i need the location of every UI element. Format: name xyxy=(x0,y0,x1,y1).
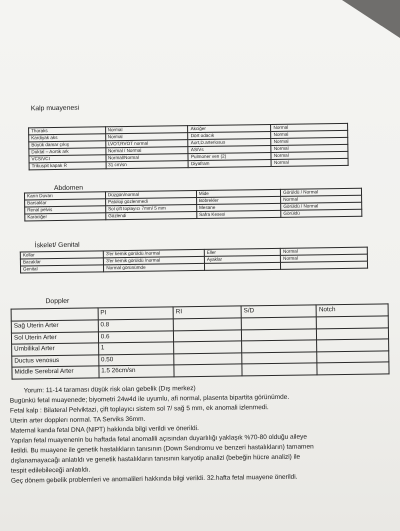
table-cell: 0.50 xyxy=(98,353,174,366)
kalp-title: Kalp muayenesi xyxy=(30,104,80,113)
table-cell: Görüldü xyxy=(281,209,362,217)
table-cell xyxy=(317,316,389,328)
table-cell: 3'er kemik görüldü /normal xyxy=(104,256,205,264)
table-cell: AS/Vs xyxy=(188,145,271,153)
table-cell: Normal xyxy=(271,137,348,145)
kalp-table xyxy=(28,123,349,170)
table-cell: Gözlendi xyxy=(106,212,197,220)
table-cell xyxy=(317,339,389,351)
table-cell: LVOT,RVOT normal xyxy=(105,140,188,148)
table-cell: Normal / Normal xyxy=(105,147,188,155)
table-cell xyxy=(317,327,389,339)
table-cell: Kardiyak aks xyxy=(29,134,106,142)
table-cell: Ductus venosus xyxy=(12,354,99,367)
table-cell xyxy=(174,364,242,376)
table-cell xyxy=(174,341,242,353)
table-cell: Sol Uterin Arter xyxy=(11,331,98,344)
table-cell: Renal pelvis xyxy=(25,206,106,214)
table-cell: Ayaklar xyxy=(204,255,280,263)
table-cell: Normal/Normal xyxy=(105,154,188,162)
table-cell: RI xyxy=(173,306,241,319)
doppler-table xyxy=(11,303,390,379)
table-cell: 0.6 xyxy=(98,330,174,343)
table-cell: Eller xyxy=(204,248,280,256)
table-cell: Middle Serebral Arter xyxy=(12,366,99,379)
table-cell: Normal xyxy=(271,123,348,131)
table-cell xyxy=(173,318,241,330)
note-line: Geç dönem gebelik problemleri ve anomalileri hakkında bilgi verildi. 32.hafta fetal muayene önerildi. xyxy=(10,473,298,485)
iskelet-title: İskelet/ Genital xyxy=(34,241,80,250)
note-line: Maternal kanda fetal DNA (NIPT) hakkında bilgi verildi ve önerildi. xyxy=(10,425,199,435)
note-line: Fetal kalp : Bilateral Pelviktazi, çift toplayıcı sistem sol 7/ sağ 5 mm, ek anomali izlenmedi. xyxy=(9,404,269,415)
note-line: dışlanamayacağı anlatıldı ve genetik hastalıkların tanısının karyotip analizi (bebeğin hücre analizi) ile xyxy=(10,453,301,465)
table-cell: Sağ Uterin Arter xyxy=(11,320,98,333)
table-cell: Patoloji gözlenmedi xyxy=(105,198,196,206)
table-cell: Diyafram xyxy=(189,159,272,167)
table-cell: 3'er kemik görüldü /normal xyxy=(104,249,205,257)
table-cell: Notch xyxy=(316,304,388,317)
table-cell: Barsaklar xyxy=(25,199,106,207)
table-cell: Umbilikal Arter xyxy=(12,343,99,356)
table-cell xyxy=(174,352,242,364)
table-cell: S/D xyxy=(241,305,317,318)
table-cell: Karın Duvarı xyxy=(24,192,105,200)
table-cell xyxy=(317,350,389,362)
table-cell: Normal xyxy=(280,247,367,255)
table-cell: Sol çift toplayıcı 7mm/ 5 mm xyxy=(106,205,197,213)
table-cell: Böbrekler xyxy=(196,196,280,204)
table-cell xyxy=(317,362,389,374)
iskelet-table xyxy=(20,247,368,274)
table-cell: Karaciğer xyxy=(25,213,106,221)
notes xyxy=(10,381,399,486)
table-cell: Normal xyxy=(271,158,348,166)
table-cell: Thoraks xyxy=(29,127,106,135)
table-cell: Genital xyxy=(20,265,103,273)
table-cell: 1 xyxy=(98,342,174,355)
table-cell: Normal xyxy=(105,133,188,141)
table-cell: Akciğer xyxy=(188,124,271,132)
note-line: tespit edilebileceği anlatıldı. xyxy=(10,466,91,475)
table-cell: Büyük damar çıkış xyxy=(29,141,106,149)
note-line: Yapılan fetal muayenenin bu haftada fetal anomalili açısından duyarlılığı yaklaşık %70-80 olduğu aileye xyxy=(10,433,308,445)
abdomen-title: Abdomen xyxy=(53,184,84,193)
table-cell: 0.8 xyxy=(98,319,174,332)
table-cell: Normal görünümde xyxy=(104,263,205,271)
table-cell: Safra Kesesi xyxy=(197,210,281,218)
table-cell: Düzgün/normal xyxy=(105,191,196,199)
table-cell xyxy=(242,363,318,376)
table-cell: Görüldü / Normal xyxy=(281,188,362,196)
table-cell: Normal xyxy=(271,130,348,138)
page-corner xyxy=(342,0,400,38)
note-line: Uterin arter dopplerı normal. TA Serviks 36mm. xyxy=(10,415,146,425)
table-cell: Mesane xyxy=(197,203,281,211)
table-cell xyxy=(281,261,368,269)
table-cell: Görüldü / Normal xyxy=(281,202,362,210)
table-cell xyxy=(174,329,242,341)
note-line: iletildi. Bu muayene ile genetik hastalıkların tanısının (Down Sendromu ve benzeri hastalıkların) tamamen xyxy=(10,443,314,455)
table-cell: Aort,D.arteriosus xyxy=(188,138,271,146)
table-cell: Normal xyxy=(281,254,368,262)
table-cell: Normal xyxy=(281,195,362,203)
table-cell: Normal xyxy=(271,144,348,152)
abdomen-table xyxy=(24,188,362,222)
doppler-title: Doppler xyxy=(45,297,70,306)
table-cell: Bacaklar xyxy=(20,258,103,266)
table-cell: Normal xyxy=(271,151,348,159)
table-cell: PI xyxy=(98,307,174,320)
table-cell: Pulmoner ven (2) xyxy=(188,152,271,160)
table-cell: Normal xyxy=(105,126,188,134)
table-cell xyxy=(204,262,280,270)
table-cell: Kollar xyxy=(20,251,103,259)
table-cell: Trikuspit kapak R xyxy=(29,162,106,170)
table-cell: VCS/VCI xyxy=(29,155,106,163)
table-cell: Mide xyxy=(196,189,280,197)
table-cell: Duktal – Aortik ark xyxy=(29,148,106,156)
note-line: Bugünkü fetal muayenede; biyometri 24w4d ile uyumlu, afi normal, plasenta bipartita görünümde. xyxy=(9,393,290,405)
table-cell: 31 cm/sn xyxy=(106,161,189,169)
table-cell: 1.5 26cm/sn xyxy=(99,365,175,378)
table-cell: Dört odacık xyxy=(188,131,271,139)
note-line: Yorum: 11-14 taraması düşük risk olan gebelik (Dış merkez) xyxy=(23,385,196,395)
